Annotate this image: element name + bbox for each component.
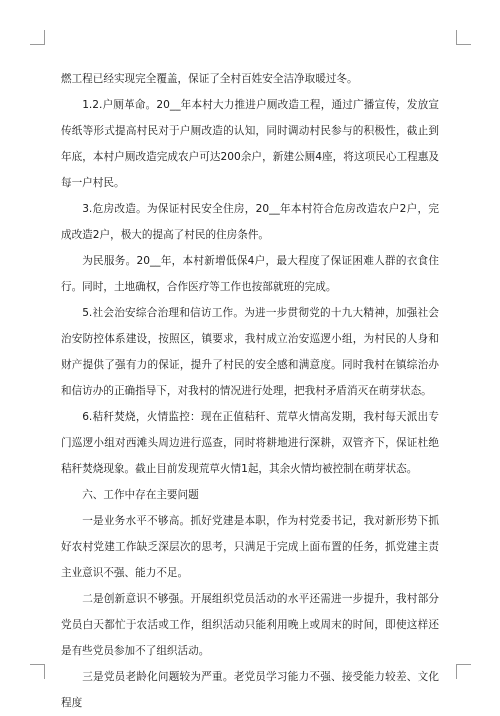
paragraph-continuation: 燃工程已经实现完全覆盖，保证了全村百姓安全洁净取暖过冬。	[61, 73, 358, 85]
paragraph-toilet-revolution: 1.2.户厕革命。20__年本村大力推进户厕改造工程，通过广播宣传，发放宣传纸等形式提高村民对于户厕改造的认知，同时调动村民参与的积极性，截止到年底，本村户厕改造完成农户可达200余户，新建公厕4座，将这项民心工程惠及每一户村民。	[61, 99, 439, 189]
crop-mark-bottom-left	[30, 664, 45, 679]
crop-mark-bottom-right	[456, 664, 471, 679]
paragraph-problem-one: 一是业务水平不够高。抓好党建是本职，作为村党委书记，我对新形势下抓好农村党建工作缺乏深层次的思考，只满足于完成上面布置的任务，抓党建主责主业意识不强、能力不足。	[61, 515, 439, 579]
crop-mark-top-right	[456, 30, 471, 45]
paragraph-problem-three: 三是党员老龄化问题较为严重。老党员学习能力不强、接受能力较差、文化程度	[61, 671, 439, 709]
paragraph-dangerous-housing: 3.危房改造。为保证村民安全住房，20__年本村符合危房改造农户2户，完成改造2户，极大的提高了村民的住房条件。	[61, 203, 439, 241]
paragraph-public-security: 5.社会治安综合治理和信访工作。为进一步贯彻党的十九大精神，加强社会治安防控体系建设，按照区，镇要求，我村成立治安巡逻小组，为村民的人身和财产提供了强有力的保证，提升了村民的安全感和满意度。同时我村在镇综治办和信访办的正确指导下，对我村的情况进行处理，把我村矛盾消灭在萌芽状态。	[61, 307, 439, 397]
paragraph-straw-burning: 6.秸秆焚烧，火情监控：现在正值秸秆、荒草火情高发期，我村每天派出专门巡逻小组对西滩头周边进行巡查，同时将耕地进行深耕，双管齐下，保证杜绝秸秆焚烧现象。截止目前发现荒草火情1起，其余火情均被控制在萌芽状态。	[61, 411, 439, 475]
section-heading-problems: 六、工作中存在主要问题	[82, 489, 199, 501]
document-body	[61, 66, 439, 716]
paragraph-public-service: 为民服务。20__年，本村新增低保4户，最大程度了保证困难人群的衣食住行。同时，土地确权，合作医疗等工作也按部就班的完成。	[61, 255, 439, 293]
paragraph-problem-two: 二是创新意识不够强。开展组织党员活动的水平还需进一步提升，我村部分党员白天都忙于农活或工作，组织活动只能利用晚上或周末的时间，即使这样还是有些党员参加不了组织活动。	[61, 593, 439, 657]
crop-mark-top-left	[30, 30, 45, 45]
